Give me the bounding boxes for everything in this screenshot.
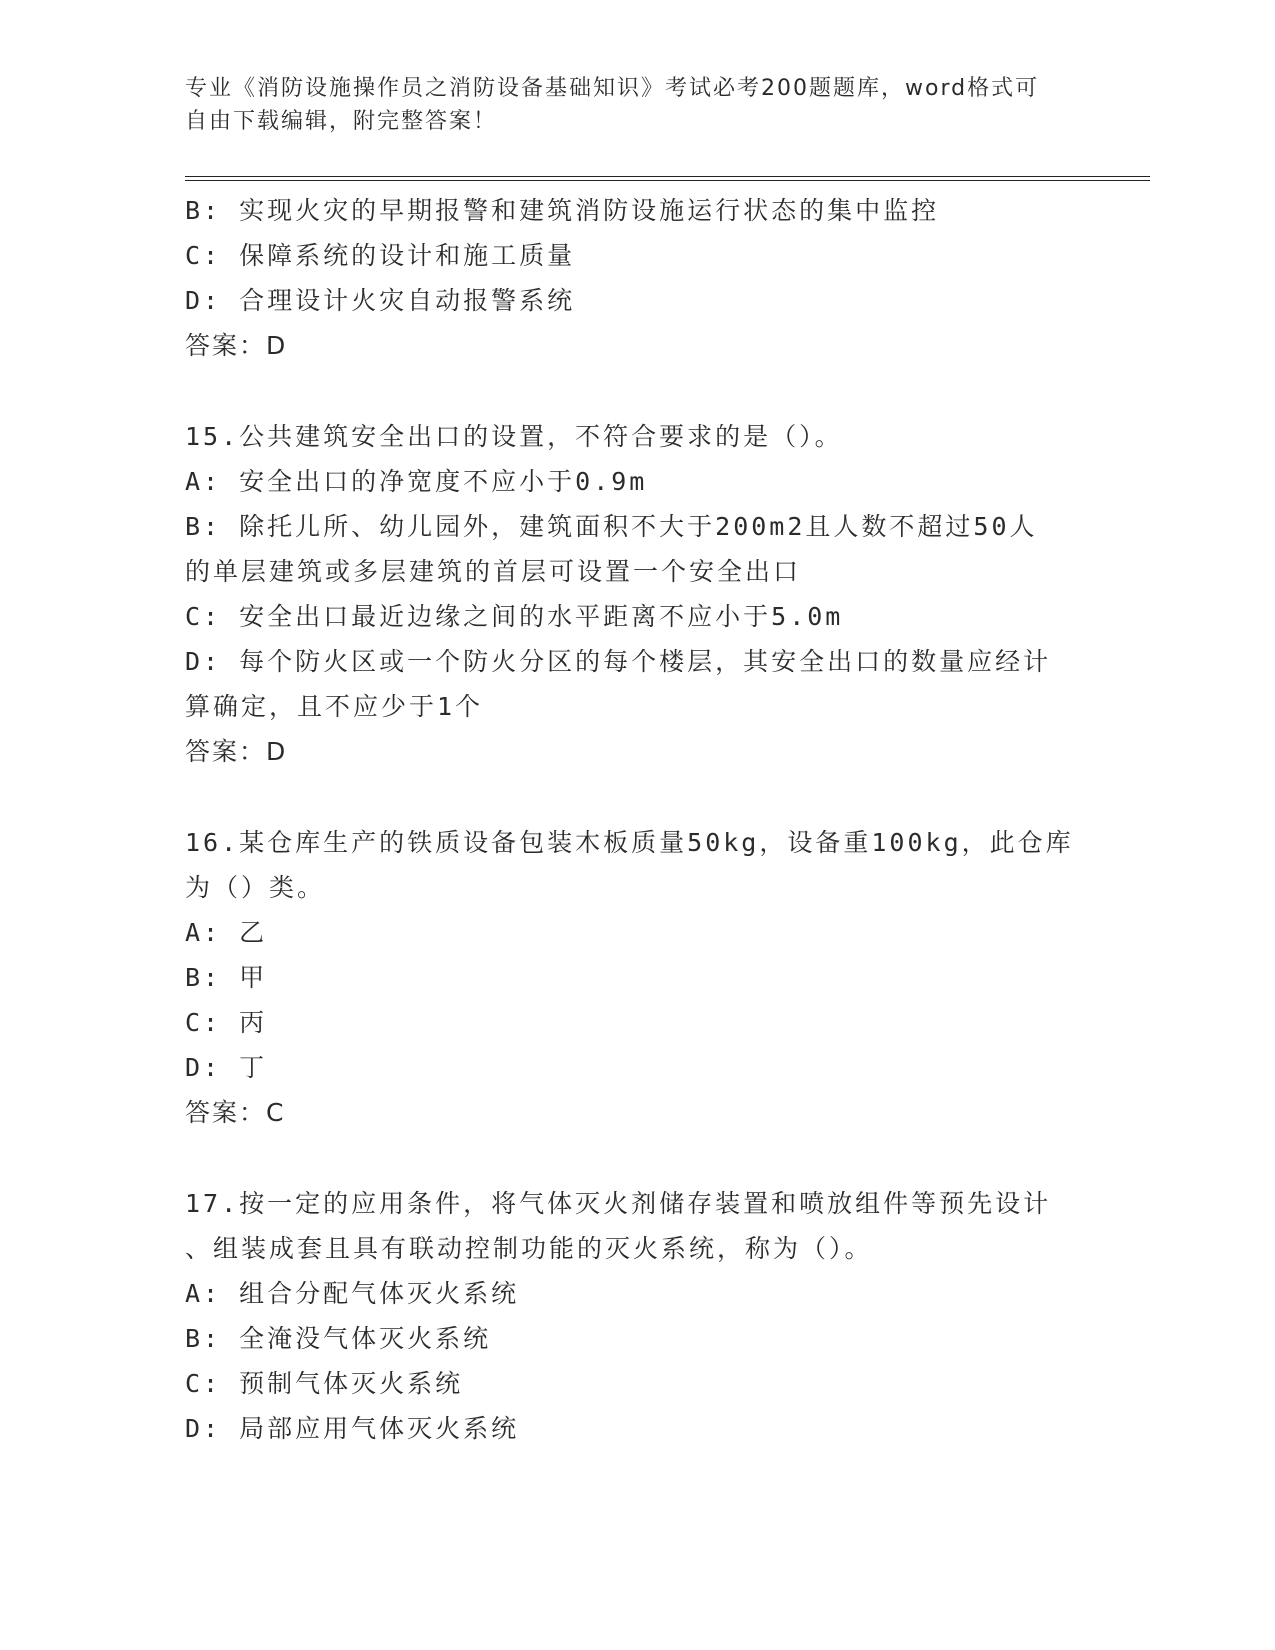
question-16 — [185, 820, 1074, 1135]
option-d: D: 合理设计火灾自动报警系统 — [185, 286, 576, 315]
question-stem: 17.按一定的应用条件，将气体灭火剂储存装置和喷放组件等预先设计 — [185, 1189, 1052, 1218]
option-d: D: 丁 — [185, 1053, 268, 1082]
answer: 答案：D — [185, 737, 288, 766]
option-a: A: 组合分配气体灭火系统 — [185, 1279, 520, 1308]
option-c: C: 丙 — [185, 1008, 268, 1037]
header-line-1: 专业《消防设施操作员之消防设备基础知识》考试必考200题题库，word格式可 — [185, 76, 1040, 101]
option-a: A: 安全出口的净宽度不应小于0.9m — [185, 467, 648, 496]
question-list — [185, 188, 1074, 1451]
option-b: B: 实现火灾的早期报警和建筑消防设施运行状态的集中监控 — [185, 196, 940, 225]
answer: 答案：C — [185, 1098, 286, 1127]
question-stem-continued: 为（）类。 — [185, 873, 326, 902]
question-17 — [185, 1181, 1065, 1451]
option-d: D: 局部应用气体灭火系统 — [185, 1414, 520, 1443]
option-d-continued: 算确定，且不应少于1个 — [185, 692, 484, 721]
answer: 答案：D — [185, 331, 288, 360]
option-b: B: 除托儿所、幼儿园外，建筑面积不大于200m2且人数不超过50人 — [185, 512, 1038, 541]
document-header — [185, 72, 1065, 138]
question-14-tail — [185, 188, 1065, 368]
option-a: A: 乙 — [185, 918, 268, 947]
header-line-2: 自由下载编辑，附完整答案！ — [185, 109, 498, 134]
option-d: D: 每个防火区或一个防火分区的每个楼层，其安全出口的数量应经计 — [185, 647, 1052, 676]
question-15 — [185, 414, 1065, 774]
option-c: C: 保障系统的设计和施工质量 — [185, 241, 576, 270]
option-b: B: 甲 — [185, 963, 268, 992]
question-stem: 16.某仓库生产的铁质设备包装木板质量50kg，设备重100kg，此仓库 — [185, 828, 1074, 857]
question-stem: 15.公共建筑安全出口的设置，不符合要求的是（）。 — [185, 422, 843, 451]
option-c: C: 预制气体灭火系统 — [185, 1369, 464, 1398]
header-divider — [185, 176, 1150, 181]
option-c: C: 安全出口最近边缘之间的水平距离不应小于5.0m — [185, 602, 844, 631]
option-b: B: 全淹没气体灭火系统 — [185, 1324, 492, 1353]
option-b-continued: 的单层建筑或多层建筑的首层可设置一个安全出口 — [185, 557, 802, 586]
question-stem-continued: 、组装成套且具有联动控制功能的灭火系统，称为（）。 — [185, 1234, 873, 1263]
